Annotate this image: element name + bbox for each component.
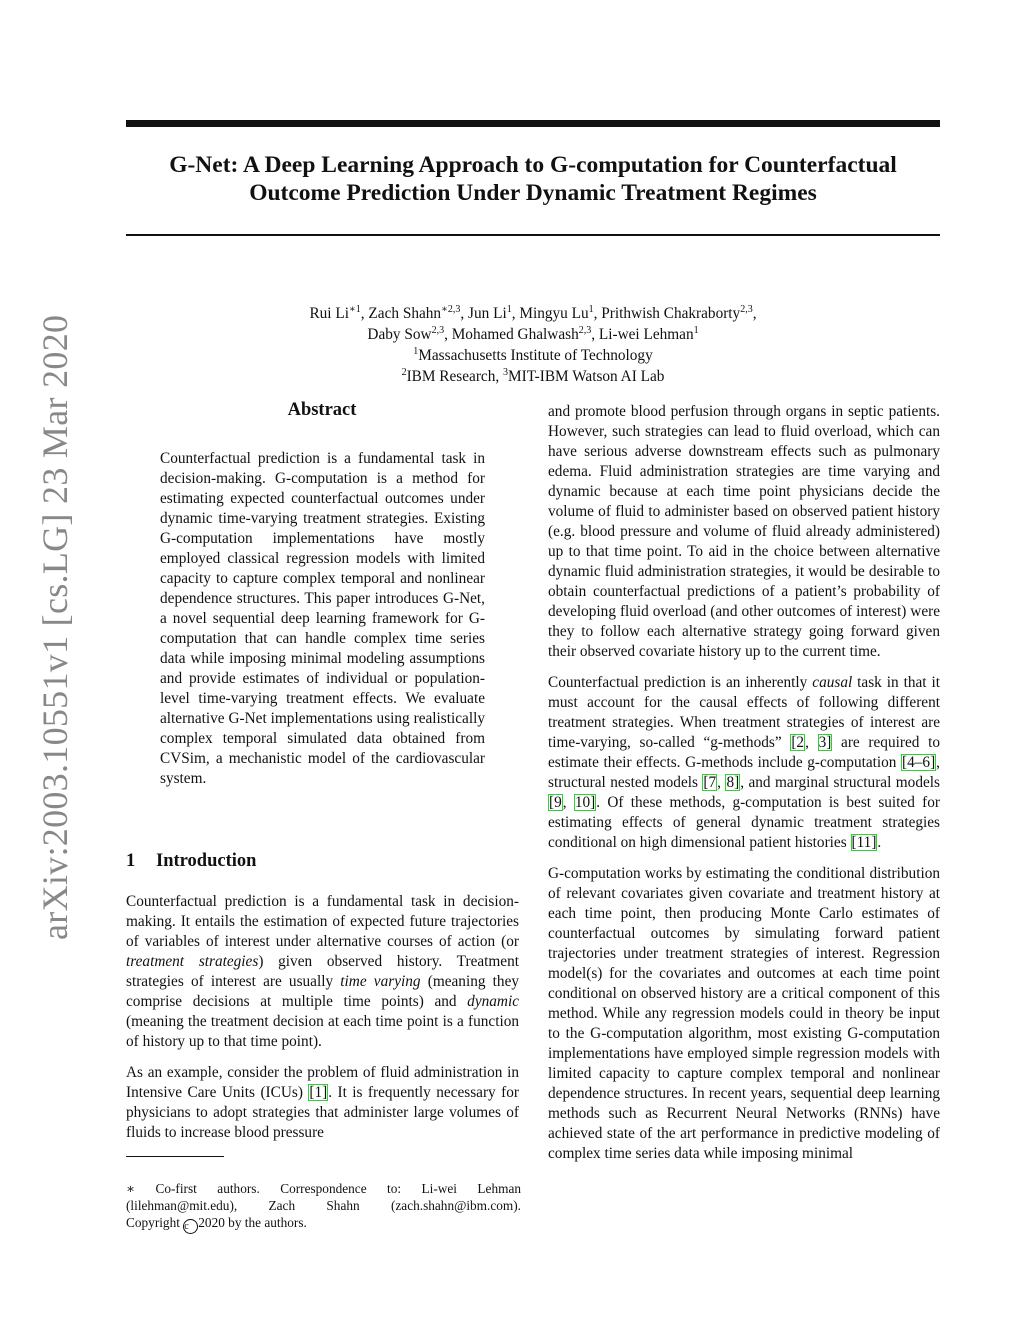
text-run: , structural nested models — [548, 754, 940, 791]
text-run: As an example, consider the problem of fluid administration in Intensive Care Units (ICUs) — [126, 1064, 519, 1101]
author-line-1 — [126, 303, 940, 324]
footnote-rule — [126, 1156, 224, 1157]
author-sup: 1 — [506, 304, 512, 315]
citation-link[interactable]: 8] — [726, 774, 740, 791]
abstract-heading: Abstract — [287, 400, 357, 420]
author-sup: ∗2,3 — [441, 304, 461, 315]
affiliation-sup: 3 — [503, 367, 509, 378]
right-paragraph-1: and promote blood perfusion through organs in septic patients. However, such strategies can lead to fluid overload, which can have serious adverse downstream effects such as pulmonary edema. Fluid administration strategies are time varying and dynamic because at each time point physicians decide the volume of fluid to administer based on observed patient history (e.g. blood pressure and volume of fluid already administered) up to that time point. To aid in the choice between alternative dynamic fluid administration strategies, it would be desirable to obtain counterfactual predictions of a patient’s probability of developing fluid overload (and other outcomes of interest) were they to follow each alternative strategy going forward given their observed covariate history up to the current time. — [548, 403, 940, 660]
abstract-text: Counterfactual prediction is a fundamental task in decision-making. G-computation is a method for estimating expected counterfactual outcomes under dynamic time-varying treatment strategies. Existing G-computation implementations have mostly employed classical regression models with limited capacity to capture complex temporal and nonlinear dependence structures. This paper introduces G-Net, a novel sequential deep learning framework for G-computation that can handle complex time series data while imposing minimal modeling assumptions and provide estimates of individual or population-level time-varying treatment effects. We evaluate alternative G-Net implementations using realistically complex temporal simulated data obtained from CVSim, a mechanistic model of the cardiovascular system. — [160, 450, 485, 787]
text-run: Copyright — [126, 1215, 184, 1230]
author-block — [126, 303, 940, 387]
author-sup: 1 — [588, 304, 594, 315]
citation-link[interactable]: [11] — [851, 834, 877, 851]
section-heading — [126, 851, 256, 872]
author-line-2 — [126, 324, 940, 345]
copyright-icon: c — [183, 1219, 198, 1234]
citation-link[interactable]: [2 — [791, 734, 805, 751]
author-sup: 1 — [693, 325, 699, 336]
author-sup: 2,3 — [578, 325, 592, 336]
citation-link[interactable]: [1] — [309, 1084, 328, 1101]
affiliation-name: Massachusetts Institute of Technology — [418, 347, 653, 364]
intro-paragraph-2 — [126, 1063, 519, 1143]
emphasis: treatment strategies — [126, 953, 259, 970]
text-run: , — [717, 774, 726, 791]
affiliation-name: IBM Research, — [406, 368, 504, 385]
right-paragraph-2 — [548, 673, 940, 853]
text-run: , and marginal structural models — [740, 774, 940, 791]
text-run: . — [877, 834, 882, 851]
author-name: , Mohamed Ghalwash — [444, 326, 579, 343]
section-number: 1 — [126, 851, 136, 871]
author-name: , Prithwish Chakraborty — [593, 305, 741, 322]
text-run: are required to estimate their effects. G-methods include g-computation — [548, 734, 940, 771]
arxiv-stamp: arXiv:2003.10551v1 [cs.LG] 23 Mar 2020 — [35, 314, 75, 940]
author-sup: ∗1 — [348, 304, 361, 315]
title-bottom-rule — [126, 234, 940, 236]
author-name: , Mingyu Lu — [511, 305, 589, 322]
affiliation-sup: 1 — [413, 346, 419, 357]
citation-link[interactable]: [4–6] — [902, 754, 936, 771]
text-run: , — [562, 794, 574, 811]
author-name: , Jun Li — [460, 305, 507, 322]
text-run: (meaning they comprise decisions at multiple time points) and — [126, 973, 520, 1010]
right-paragraph-3: G-computation works by estimating the conditional distribution of relevant covariates given covariate and treatment history at each time point, then producing Monte Carlo estimates of counterfactual outcomes by simulating forward patient trajectories under treatment strategies of interest. Regression model(s) for the covariates and outcomes at each time point conditional on observed history are a critical component of this method. While any regression models could in theory be input to the G-computation algorithm, most existing G-computation implementations have employed simple regression models with limited capacity to capture complex temporal and nonlinear dependence structures. In recent years, sequential deep learning methods such as Recurrent Neural Networks (RNNs) have achieved state of the art performance in predictive modeling of complex time series data while imposing minimal — [548, 865, 940, 1162]
title-line-1: G-Net: A Deep Learning Approach to G-computation for Counterfactual — [169, 152, 897, 178]
affiliation-1 — [126, 345, 940, 366]
text-run: 2020 by the authors. — [198, 1215, 307, 1230]
affiliation-name: MIT-IBM Watson AI Lab — [508, 368, 665, 385]
citation-link[interactable]: [7 — [703, 774, 717, 791]
affiliation-sup: 2 — [401, 367, 407, 378]
author-sup: 2,3 — [740, 304, 753, 315]
footnote-line-1: ∗ Co-first authors. Correspondence to: Li-wei Lehman — [126, 1181, 521, 1196]
text-run: Counterfactual prediction is an inherently — [548, 674, 813, 691]
affiliation-2 — [126, 366, 940, 387]
text-run: ) given observed history. Treatment strategies of interest are usually — [126, 953, 519, 990]
author-name: , Zach Shahn — [360, 305, 442, 322]
author-sep: , — [752, 305, 757, 322]
citation-link[interactable]: [9 — [549, 794, 562, 811]
emphasis: causal — [812, 674, 853, 691]
citation-link[interactable]: 10] — [574, 794, 596, 811]
text-run: (meaning the treatment decision at each time point is a function of history up to that time point). — [126, 1013, 519, 1050]
author-name: Daby Sow — [367, 326, 432, 343]
citation-link[interactable]: 3] — [818, 734, 832, 751]
text-run: task in that it must account for the causal effects of following different treatment strategies. When treatment strategies of interest are time-varying, so-called “g-methods” — [548, 674, 940, 751]
text-run: Counterfactual prediction is a fundamental task in decision-making. It entails the estimation of expected future trajectories of variables of interest under alternative courses of action (or — [126, 893, 519, 950]
text-run: , — [805, 734, 818, 751]
footnote — [126, 1180, 521, 1234]
emphasis: dynamic — [467, 993, 519, 1010]
text-run: . It is frequently necessary for physicians to adopt strategies that administer large volumes of fluids to increase blood pressure — [126, 1084, 519, 1141]
footnote-line-2: (lilehman@mit.edu), Zach Shahn (zach.shahn@ibm.com). — [126, 1198, 521, 1213]
intro-paragraph-1 — [126, 892, 519, 1052]
author-name: Rui Li — [309, 305, 349, 322]
right-column-body — [548, 402, 940, 1175]
left-column-body — [126, 892, 519, 1154]
author-sup: 2,3 — [431, 325, 445, 336]
title-top-rule — [126, 120, 940, 127]
section-title: Introduction — [156, 851, 257, 871]
text-run: . Of these methods, g-computation is best suited for estimating effects of general dynamic treatment strategies conditional on high dimensional patient histories — [548, 794, 940, 851]
emphasis: time varying — [340, 973, 421, 990]
paper-title — [126, 151, 940, 207]
footnote-line-3 — [126, 1214, 521, 1234]
author-name: , Li-wei Lehman — [591, 326, 694, 343]
title-line-2: Outcome Prediction Under Dynamic Treatment Regimes — [249, 180, 817, 206]
